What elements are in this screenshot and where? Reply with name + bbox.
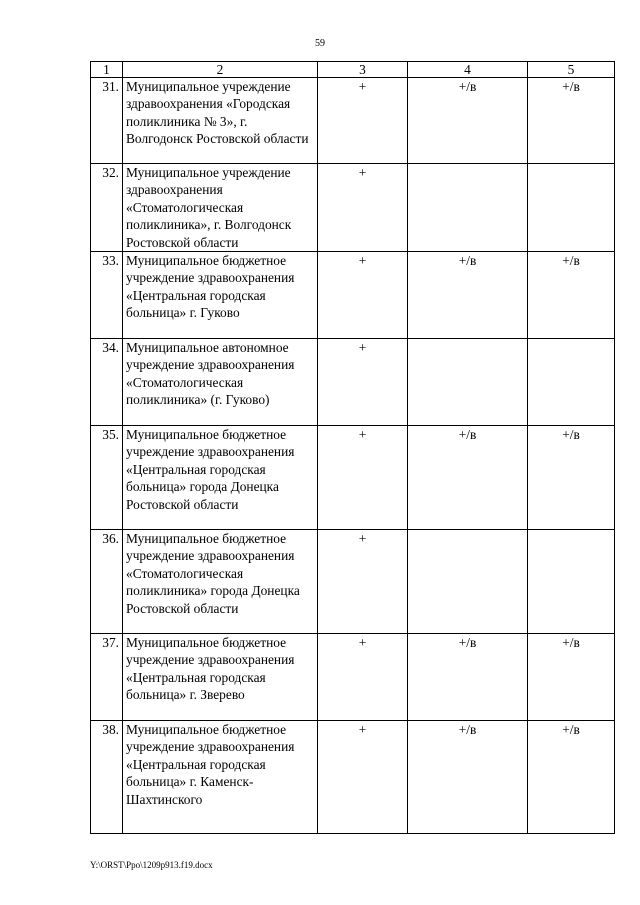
column-4-mark: +/в xyxy=(408,721,528,834)
institutions-table xyxy=(90,61,615,834)
column-5-mark xyxy=(528,530,615,634)
column-4-mark: +/в xyxy=(408,426,528,530)
column-header-3: 3 xyxy=(318,62,408,78)
file-path-footer: Y:\ORST\Ppo\1209p913.f19.docx xyxy=(90,860,213,870)
column-5-mark: +/в xyxy=(528,721,615,834)
column-5-mark: +/в xyxy=(528,634,615,721)
column-4-mark xyxy=(408,164,528,252)
row-number: 37. xyxy=(91,634,123,721)
column-3-mark: + xyxy=(318,164,408,252)
table-row xyxy=(91,339,615,426)
column-5-mark: +/в xyxy=(528,252,615,339)
column-5-mark: +/в xyxy=(528,78,615,164)
institution-name: Муниципальное бюджетное учреждение здравоохранения «Центральная городская больница» г. Зверево xyxy=(123,634,318,721)
row-number: 36. xyxy=(91,530,123,634)
column-3-mark: + xyxy=(318,530,408,634)
column-3-mark: + xyxy=(318,721,408,834)
column-header-4: 4 xyxy=(408,62,528,78)
column-3-mark: + xyxy=(318,78,408,164)
column-header-5: 5 xyxy=(528,62,615,78)
column-header-2: 2 xyxy=(123,62,318,78)
row-number: 33. xyxy=(91,252,123,339)
table-row xyxy=(91,164,615,252)
column-4-mark xyxy=(408,530,528,634)
institution-name: Муниципальное бюджетное учреждение здравоохранения «Стоматологическая поликлиника» города Донецка Ростовской области xyxy=(123,530,318,634)
table-row xyxy=(91,634,615,721)
table-row xyxy=(91,252,615,339)
row-number: 34. xyxy=(91,339,123,426)
institution-name: Муниципальное бюджетное учреждение здравоохранения «Центральная городская больница» г. Каменск-Шахтинского xyxy=(123,721,318,834)
column-4-mark xyxy=(408,339,528,426)
institution-name: Муниципальное учреждение здравоохранения «Городская поликлиника № 3», г. Волгодонск Ростовской области xyxy=(123,78,318,164)
table-row xyxy=(91,426,615,530)
row-number: 38. xyxy=(91,721,123,834)
column-header-1: 1 xyxy=(91,62,123,78)
column-5-mark xyxy=(528,164,615,252)
row-number: 32. xyxy=(91,164,123,252)
institution-name: Муниципальное бюджетное учреждение здравоохранения «Центральная городская больница» г. Гуково xyxy=(123,252,318,339)
table-body xyxy=(91,78,615,834)
column-4-mark: +/в xyxy=(408,634,528,721)
page-number: 59 xyxy=(315,38,325,49)
column-5-mark xyxy=(528,339,615,426)
table-row xyxy=(91,78,615,164)
row-number: 31. xyxy=(91,78,123,164)
column-3-mark: + xyxy=(318,339,408,426)
column-4-mark: +/в xyxy=(408,78,528,164)
table-header-row xyxy=(91,62,615,78)
institution-name: Муниципальное бюджетное учреждение здравоохранения «Центральная городская больница» города Донецка Ростовской области xyxy=(123,426,318,530)
column-4-mark: +/в xyxy=(408,252,528,339)
column-3-mark: + xyxy=(318,426,408,530)
institution-name: Муниципальное автономное учреждение здравоохранения «Стоматологическая поликлиника» (г. Гуково) xyxy=(123,339,318,426)
column-3-mark: + xyxy=(318,252,408,339)
table-row xyxy=(91,530,615,634)
row-number: 35. xyxy=(91,426,123,530)
institution-name: Муниципальное учреждение здравоохранения «Стоматологическая поликлиника», г. Волгодонск Ростовской области xyxy=(123,164,318,252)
table-row xyxy=(91,721,615,834)
column-3-mark: + xyxy=(318,634,408,721)
column-5-mark: +/в xyxy=(528,426,615,530)
